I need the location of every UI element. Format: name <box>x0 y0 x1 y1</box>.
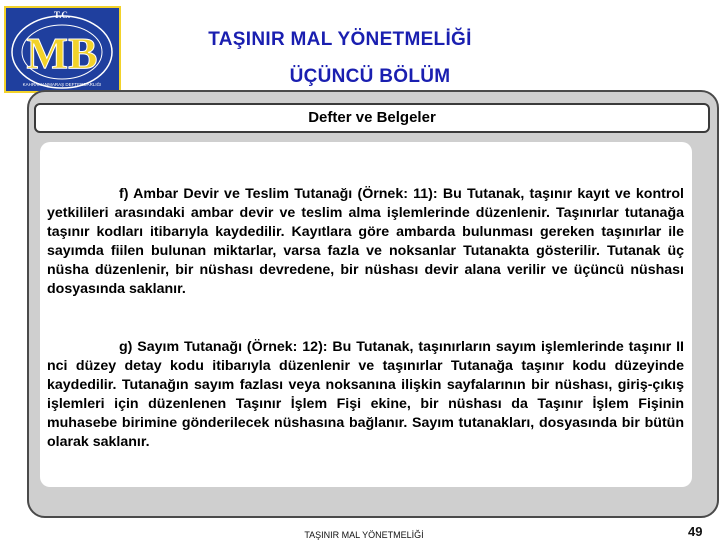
mb-logo <box>4 6 121 93</box>
section-heading: Defter ve Belgeler <box>34 103 710 133</box>
logo-top-text: T.C. <box>53 10 71 20</box>
footer-text: TAŞINIR MAL YÖNETMELİĞİ <box>304 530 424 540</box>
paragraph-ambar-devir: f) Ambar Devir ve Teslim Tutanağı (Örnek: 11): Bu Tutanak, taşınır kayıt ve kontrol yetkilileri arasındaki ambar devir ve teslim alma işlemlerinde düzenlenir. Taşınırlar tutanağa taşınır kodları itibarıyla kaydedilir. Kayıtlara göre ambarda bulunması gereken taşınırlar ile sayımda fiilen bulunan miktarlar, varsa fazla ve noksanlar Tutanakta gösterilir. Tutanak üç nüsha düzenlenir, bir nüshası devredene, bir nüshası devir alana verilir ve üçüncü nüshası dosyasında saklanır. <box>47 186 684 297</box>
logo-letters: MB <box>26 29 98 78</box>
logo-emblem <box>6 8 119 91</box>
paragraph-sayim-tutanagi: g) Sayım Tutanağı (Örnek: 12): Bu Tutanak, taşınırların sayım işlemlerinde taşınır II nci düzey detay kodu itibarıyla düzenlenir ve taşınırlar Tutanağa taşınır kodu düzeyinde kaydedilir. Tutanağın sayım fazlası veya noksanına ilişkin sayfalarının bir nüshası, giriş-çıkış işlemleri için düzenlenen Taşınır İşlem Fişi ekine, bir nüshası da Taşınır İşlem Fişinin muhasebe birimine gönderilecek nüshasına bağlanır. Sayım tutanakları, dosyasında bir bütün olarak saklanır. <box>47 339 684 450</box>
page-subtitle: ÜÇÜNCÜ BÖLÜM <box>289 66 451 87</box>
logo-ring-text: KAHRAMANMARAŞ DEFTERDARLIĞI <box>22 82 102 87</box>
page-title: TAŞINIR MAL YÖNETMELİĞİ <box>208 29 472 50</box>
page-number: 49 <box>688 524 703 539</box>
